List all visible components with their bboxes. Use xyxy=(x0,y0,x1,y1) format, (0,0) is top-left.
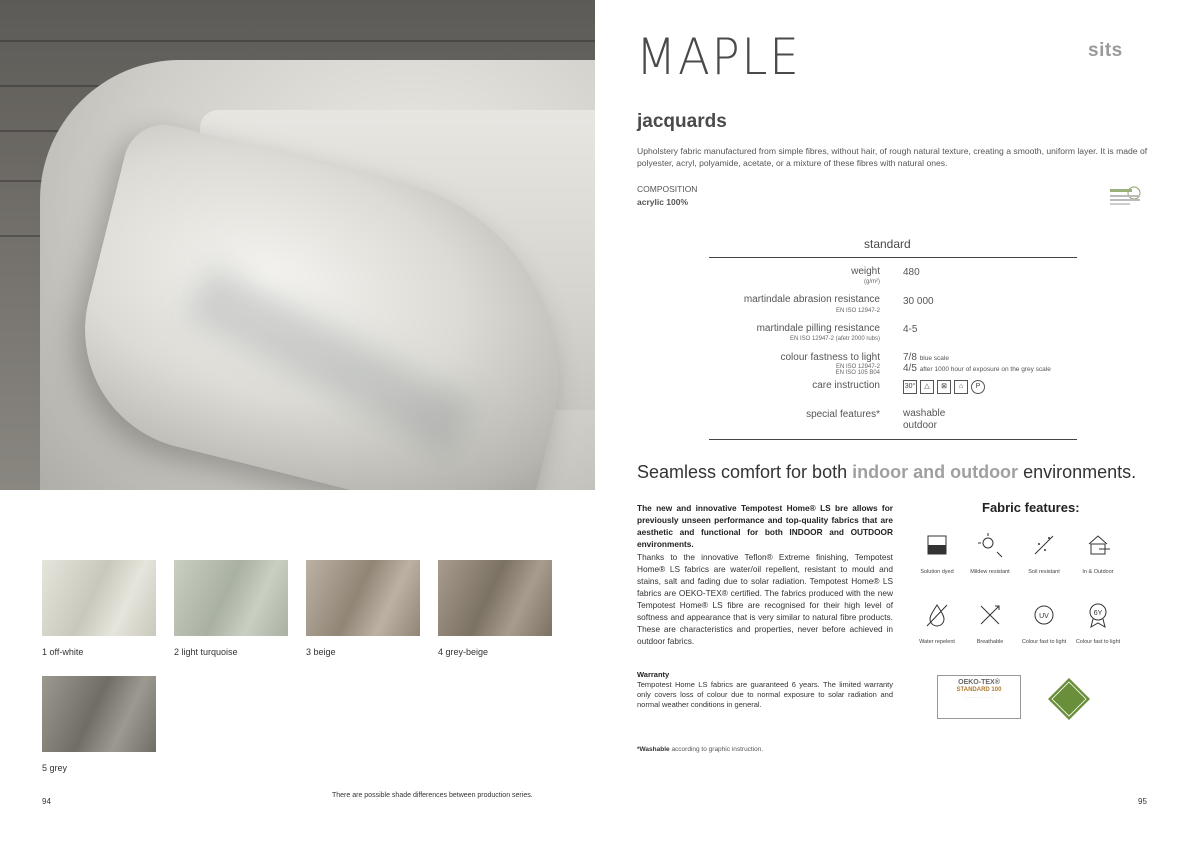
composition-label: COMPOSITION xyxy=(637,184,698,194)
brand-logo: sits xyxy=(1088,40,1123,61)
tagline: Seamless comfort for both indoor and outdoor environments. xyxy=(637,462,1137,482)
spec-pilling-standard: EN ISO 12947-2 (afetr 2000 rubs) xyxy=(789,336,880,342)
care-symbol-icon: ⌂ xyxy=(954,380,968,394)
spec-special-value-1: washable xyxy=(903,408,946,419)
in-outdoor-icon xyxy=(1083,530,1113,560)
feature-label: In & Outdoor xyxy=(1082,569,1114,575)
spec-fastness-standard-2: EN ISO 105 B04 xyxy=(835,370,880,376)
swatch-label-4: 4 grey-beige xyxy=(438,647,489,657)
soil-icon xyxy=(1029,530,1059,560)
spec-special-label: special features* xyxy=(806,409,880,420)
solution-dyed-icon xyxy=(922,530,952,560)
page-title: MAPLE xyxy=(636,28,801,86)
spec-top-rule xyxy=(709,257,1077,258)
spec-fastness-label: colour fastness to light xyxy=(780,352,880,363)
spec-abrasion-value: 30 000 xyxy=(903,296,934,307)
spec-weight-label: weight xyxy=(851,266,880,277)
feature-label: Mildew resistant xyxy=(970,569,1010,575)
features-title: Fabric features: xyxy=(982,500,1080,515)
swatch-label-2: 2 light turquoise xyxy=(174,647,238,657)
spec-bottom-rule xyxy=(709,439,1077,440)
teflon-logo-icon xyxy=(1047,677,1091,721)
feature-item xyxy=(1068,530,1128,576)
feature-item xyxy=(907,600,967,646)
feature-item xyxy=(1014,530,1074,576)
composition-value: acrylic 100% xyxy=(637,197,689,207)
swatch-label-1: 1 off-white xyxy=(42,647,84,657)
feature-item xyxy=(960,530,1020,576)
spec-pilling-value: 4-5 xyxy=(903,324,918,335)
warranty-text: Tempotest Home LS fabrics are guaranteed 6 years. The limited warranty only covers loss of colour due to normal exposure to solar radiation and normal weather conditions in general. xyxy=(637,680,893,709)
spec-abrasion-label: martindale abrasion resistance xyxy=(743,294,880,305)
svg-text:UV: UV xyxy=(1039,613,1049,620)
svg-text:6Y: 6Y xyxy=(1093,610,1103,617)
care-symbol-icon: △ xyxy=(920,380,934,394)
feature-label: Breathable xyxy=(976,639,1004,645)
mildew-icon xyxy=(975,530,1005,560)
swatch-5 xyxy=(42,676,156,752)
spec-pilling-label: martindale pilling resistance xyxy=(756,323,880,334)
care-symbol-icon: 30° xyxy=(903,380,917,394)
care-symbol-icon: P xyxy=(971,380,985,394)
body-text: Thanks to the innovative Teflon® Extreme finishing, Tempotest Home® LS fabrics are water/oil repellent, resistant to mould and stains, salt and fading due to solar radiation. Tempotest Home® LS fabrics are OEKO-TEX® certified. The fabrics produced with the new Tempotest Home® LS fibre are recognised for their high level of softness and appearance that is very similar to natural fibre products. These are characteristics and properties, never before achieved in outdoor fabrics. xyxy=(637,552,893,646)
fabric-category: jacquards xyxy=(637,111,727,132)
feature-label: Water repelent xyxy=(919,639,955,645)
spec-weight-value: 480 xyxy=(903,267,920,278)
intro-text: Upholstery fabric manufactured from simple fibres, without hair, of rough natural texture, creating a smooth, uniform layer. It is made of polyester, acryl, polyamide, acetate, or a mixture of these fibres with natural ones. xyxy=(637,146,1148,168)
spec-fastness-standard-1: EN ISO 12947-2 xyxy=(835,364,880,370)
breathable-icon xyxy=(975,600,1005,630)
uv-icon xyxy=(1029,600,1059,630)
6y-icon xyxy=(1083,600,1113,630)
feature-item xyxy=(907,530,967,576)
spec-weight-unit: (g/m²) xyxy=(864,279,880,285)
feature-label: Colour fast to light xyxy=(1021,639,1067,645)
page-number-left: 94 xyxy=(42,797,51,806)
page-number-right: 95 xyxy=(1138,797,1147,806)
swatch-1 xyxy=(42,560,156,636)
feature-label: Colour fast to light xyxy=(1075,639,1121,645)
washable-footnote: *Washable according to graphic instruction. xyxy=(637,746,764,753)
care-icons xyxy=(903,380,985,394)
spec-special-value-2: outdoor xyxy=(903,420,937,431)
swatch-label-5: 5 grey xyxy=(42,763,68,773)
feature-label: Soil resistant xyxy=(1028,569,1060,575)
spec-table-title: standard xyxy=(864,237,911,251)
spec-fastness-value-1: 7/8 blue scale xyxy=(903,352,949,363)
shade-footnote: There are possible shade differences between production series. xyxy=(332,792,533,799)
feature-label: Solution dyed xyxy=(920,569,954,575)
swatch-2 xyxy=(174,560,288,636)
oeko-tex-label: OEKO-TEX® STANDARD 100 · · · · · · · · · · · · xyxy=(937,675,1021,719)
spec-fastness-value-2: 4/5 after 1000 hour of exposure on the grey scale xyxy=(903,363,1051,374)
spec-care-label: care instruction xyxy=(812,380,880,391)
certification-badge-icon xyxy=(1106,184,1146,210)
swatch-3 xyxy=(306,560,420,636)
body-lead: The new and innovative Tempotest Home® LS bre allows for previously unseen performance and top-quality fabrics that are aesthetic and functional for both INDOOR and OUTDOOR environments. xyxy=(637,503,893,549)
feature-item xyxy=(960,600,1020,646)
care-symbol-icon: ⊠ xyxy=(937,380,951,394)
spec-abrasion-standard: EN ISO 12947-2 xyxy=(835,308,880,314)
warranty-title: Warranty xyxy=(637,670,670,679)
product-photo xyxy=(0,0,595,490)
water-repellent-icon xyxy=(922,600,952,630)
feature-item xyxy=(1014,600,1074,646)
swatch-label-3: 3 beige xyxy=(306,647,336,657)
swatch-4 xyxy=(438,560,552,636)
feature-item xyxy=(1068,600,1128,646)
